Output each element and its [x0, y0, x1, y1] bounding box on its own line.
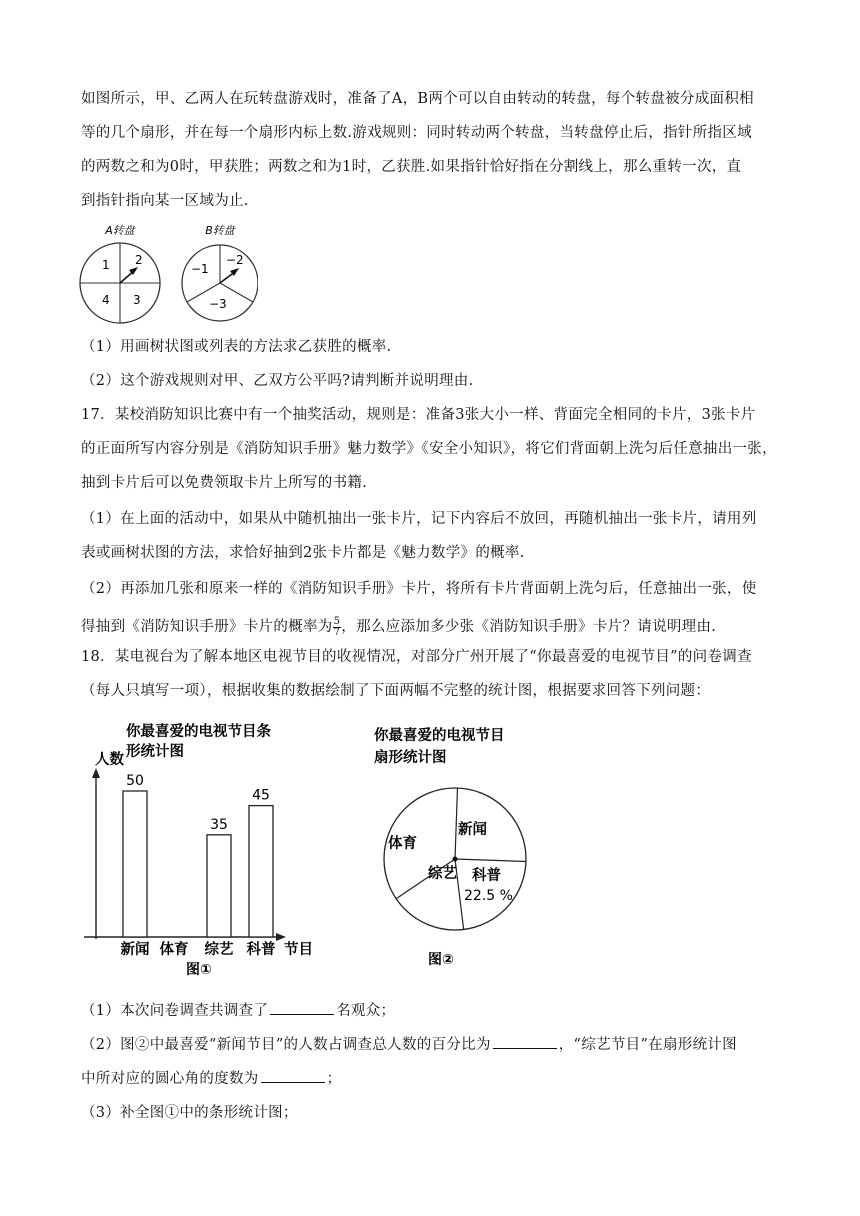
spinner-b-num-neg3: −3 [209, 297, 227, 311]
q17-part1-line-1: （1）在上面的活动中，如果从中随机抽出一张卡片，记下内容后不放回，再随机抽出一张卡片，请用列 [81, 511, 757, 527]
spinner-a-title: A转盘 [105, 224, 135, 237]
pie-chart-caption: 图② [428, 952, 454, 968]
q18-part2-text-a: （2）图②中最喜爱“新闻节目”的人数占调查总人数的百分比为 [81, 1037, 491, 1053]
pie-chart-title-line-2: 扇形统计图 [374, 750, 447, 766]
question-18 [81, 640, 781, 708]
q18-part1-text-b: 名观众； [336, 1003, 396, 1019]
answer-blank-variety-angle[interactable] [261, 1066, 325, 1083]
pie-slice-value-label-1: 22.5 % [464, 888, 513, 904]
q17-part2-line-2 [81, 610, 781, 644]
q17-line-1: 17．某校消防知识比赛中有一个抽奖活动，规则是：准备3张大小一样、背面完全相同的卡片，3张卡片 [81, 407, 756, 423]
pie-slice-label-1: 科普 [472, 868, 501, 884]
q18-line-2: （每人只填写一项），根据收集的数据绘制了下面两幅不完整的统计图，根据要求回答下列问题： [81, 683, 711, 699]
q17-line-2: 的正面所写内容分别是《消防知识手册》魅力数学》《安全小知识》，将它们背面朝上洗匀后任意抽出一张， [81, 441, 777, 457]
bar-category-label-2: 综艺 [204, 942, 234, 958]
bar-2 [207, 835, 231, 937]
pie-center-dot [453, 857, 458, 862]
q18-part-2-line-2 [81, 1062, 781, 1096]
bar-3 [249, 806, 273, 937]
q18-part1-text-a: （1）本次问卷调查共调查了 [81, 1003, 269, 1019]
pie-chart [366, 722, 546, 972]
q17-part1-line-2: 表或画树状图的方法，求恰好抽到2张卡片都是《魅力数学》的概率. [81, 545, 525, 561]
bar-value-label-0: 50 [126, 773, 144, 789]
q18-part-2-line-1 [81, 1028, 781, 1062]
q17-part2-text-b: ，那么应添加多少张《消防知识手册》卡片？请说明理由. [341, 619, 717, 635]
intro-line-4: 到指针指向某一区域为止. [81, 193, 249, 209]
spinner-b-title: B转盘 [205, 224, 235, 237]
q16-parts [81, 330, 781, 398]
question-17 [81, 398, 781, 644]
bar-chart-xlabel: 节目 [284, 942, 313, 958]
x-axis-arrow [276, 933, 286, 941]
spinner-a-num-2: 2 [135, 253, 143, 267]
bar-chart [84, 716, 344, 980]
bar-category-label-0: 新闻 [120, 942, 150, 958]
bar-chart-caption: 图① [186, 962, 212, 978]
bar-chart-title-line-1: 你最喜爱的电视节目条 [126, 724, 271, 740]
q18-part-1 [81, 994, 781, 1028]
spinner-b-num-neg2: −2 [226, 253, 244, 267]
pie-slice-label-3: 体育 [388, 836, 417, 852]
problem-intro [81, 82, 781, 218]
bar-chart-title-line-2: 形统计图 [126, 744, 184, 760]
spinner-a-num-1: 1 [102, 258, 110, 272]
bar-value-label-2: 35 [210, 816, 228, 833]
y-axis-arrow [92, 768, 100, 778]
bar-chart-ylabel: 人数 [95, 752, 124, 768]
bar-0 [123, 791, 147, 937]
q18-part2-text-b: ，“综艺节目”在扇形统计图 [558, 1037, 737, 1053]
bar-category-label-3: 科普 [246, 942, 276, 958]
pie-chart-title-line-1: 你最喜爱的电视节目 [374, 728, 505, 744]
spinner-b-num-neg1: −1 [191, 262, 209, 276]
intro-line-3: 的两数之和为0时，甲获胜；两数之和为1时，乙获胜.如果指针恰好指在分割线上，那么重转一次，直 [81, 159, 742, 175]
answer-blank-total[interactable] [270, 998, 334, 1015]
q17-part2-text-a: 得抽到《消防知识手册》卡片的概率为 [81, 619, 333, 635]
q18-line-1: 18．某电视台为了解本地区电视节目的收视情况，对部分广州开展了“你最喜爱的电视节目”的问卷调查 [81, 649, 752, 665]
fraction-denominator: 7 [333, 626, 341, 638]
q16-part-1: （1）用画树状图或列表的方法求乙获胜的概率. [81, 339, 392, 355]
pie-slice-label-0: 新闻 [458, 822, 487, 838]
bar-value-label-3: 45 [252, 787, 270, 804]
spinner-a-num-4: 4 [102, 293, 110, 307]
answer-blank-news-percent[interactable] [493, 1032, 557, 1049]
q18-parts [81, 994, 781, 1130]
spinner-a-num-3: 3 [133, 293, 141, 307]
pie-slice-label-2: 综艺 [428, 866, 457, 882]
intro-line-1: 如图所示，甲、乙两人在玩转盘游戏时，准备了A，B两个可以自由转动的转盘，每个转盘被分成面积相 [81, 91, 754, 107]
probability-fraction [333, 617, 342, 638]
q18-part-3: （3）补全图①中的条形统计图； [81, 1105, 298, 1121]
bar-category-label-1: 体育 [159, 942, 189, 958]
q16-part-2: （2）这个游戏规则对甲、乙双方公平吗?请判断并说明理由. [81, 373, 474, 389]
q18-part2-text-c: 中所对应的圆心角的度数为 [81, 1071, 259, 1087]
fraction-numerator: 5 [333, 615, 341, 627]
intro-line-2: 等的几个扇形，并在每一个扇形内标上数.游戏规则：同时转动两个转盘，当转盘停止后，指针所指区域 [81, 125, 752, 141]
spinners-figure [78, 218, 258, 330]
q17-part2-line-1: （2）再添加几张和原来一样的《消防知识手册》卡片，将所有卡片背面朝上洗匀后，任意抽出一张，使 [81, 581, 757, 597]
q17-line-3: 抽到卡片后可以免费领取卡片上所写的书籍. [81, 475, 368, 491]
q18-part2-text-d: ； [326, 1071, 342, 1087]
